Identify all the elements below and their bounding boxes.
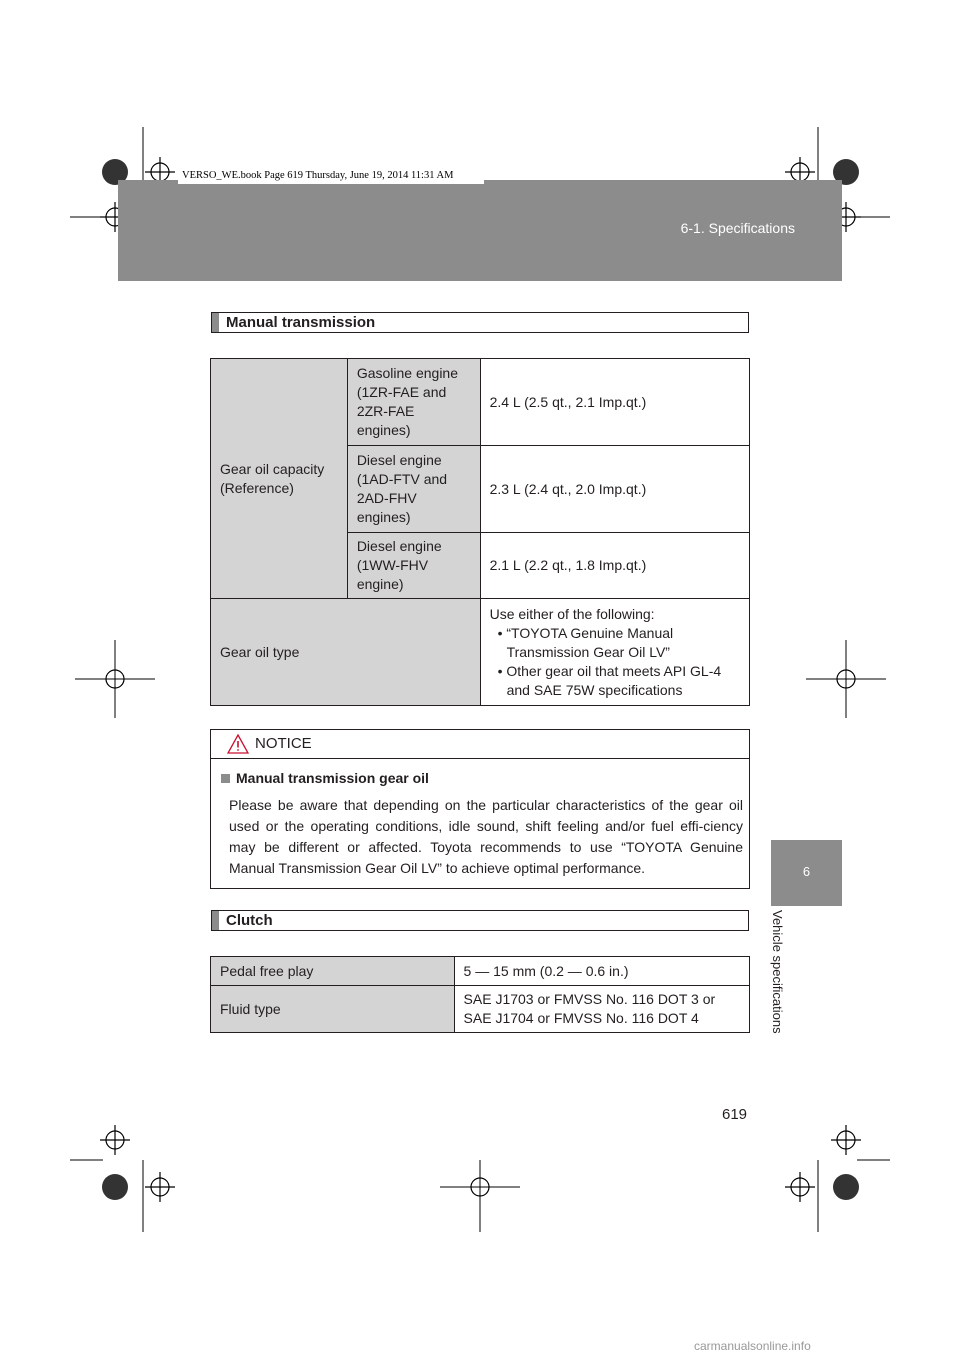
engine-cell: Diesel engine (1WW-FHV engine) <box>347 533 480 599</box>
notice-box <box>210 729 750 889</box>
warning-icon <box>227 734 249 754</box>
gear-oil-type-label: Gear oil type <box>211 599 481 706</box>
clutch-table <box>210 956 750 1033</box>
list-item: • “TOYOTA Genuine Manual Transmission Gear Oil LV” <box>497 624 674 660</box>
chapter-number: 6 <box>802 864 811 879</box>
clutch-label: Pedal free play <box>211 957 455 986</box>
watermark: carmanualsonline.info <box>694 1339 811 1353</box>
square-bullet-icon <box>221 774 230 783</box>
engine-cell: Diesel engine (1AD-FTV and 2AD-FHV engines) <box>347 446 480 533</box>
notice-body: Please be aware that depending on the particular characteristics of the gear oil used or the operating conditions, idle sound, shift feeling and/or fuel effi-ciency may be different or affected. Toyota recommends to use “TOYOTA Genuine Manual Transmission Gear Oil LV” to achieve optimal performance. <box>229 797 743 876</box>
capacity-label: Gear oil capacity (Reference) <box>211 359 348 599</box>
table-row <box>211 359 750 446</box>
clutch-heading <box>211 910 749 931</box>
engine-cell: Gasoline engine (1ZR-FAE and 2ZR-FAE engines) <box>347 359 480 446</box>
clutch-title: Clutch <box>226 912 273 929</box>
notice-heading-text: Manual transmission gear oil <box>236 770 429 786</box>
clutch-label: Fluid type <box>211 986 455 1033</box>
section-heading: 6-1. Specifications <box>680 220 795 236</box>
clutch-value: SAE J1703 or FMVSS No. 116 DOT 3 or SAE J1704 or FMVSS No. 116 DOT 4 <box>454 986 749 1033</box>
capacity-value: 2.1 L (2.2 qt., 1.8 Imp.qt.) <box>480 533 749 599</box>
manual-transmission-heading <box>211 312 749 333</box>
gear-oil-type-value <box>480 599 749 706</box>
clutch-value: 5 — 15 mm (0.2 — 0.6 in.) <box>454 957 749 986</box>
gear-oil-table <box>210 358 750 706</box>
capacity-value: 2.4 L (2.5 qt., 2.1 Imp.qt.) <box>480 359 749 446</box>
table-row <box>211 986 750 1033</box>
manual-transmission-title: Manual transmission <box>226 314 376 331</box>
table-row <box>211 599 750 706</box>
table-row <box>211 957 750 986</box>
chapter-label: Vehicle specifications <box>770 910 785 1034</box>
notice-title-row <box>211 730 749 759</box>
capacity-value: 2.3 L (2.4 qt., 2.0 Imp.qt.) <box>480 446 749 533</box>
notice-title: NOTICE <box>255 735 312 752</box>
notice-heading <box>221 770 429 786</box>
list-item: • Other gear oil that meets API GL-4 and SAE 75W specifications <box>497 662 722 698</box>
gear-oil-type-intro: Use either of the following: <box>489 605 655 622</box>
book-stamp: VERSO_WE.book Page 619 Thursday, June 19, 2014 11:31 AM <box>178 168 484 184</box>
page-number: 619 <box>722 1106 748 1123</box>
